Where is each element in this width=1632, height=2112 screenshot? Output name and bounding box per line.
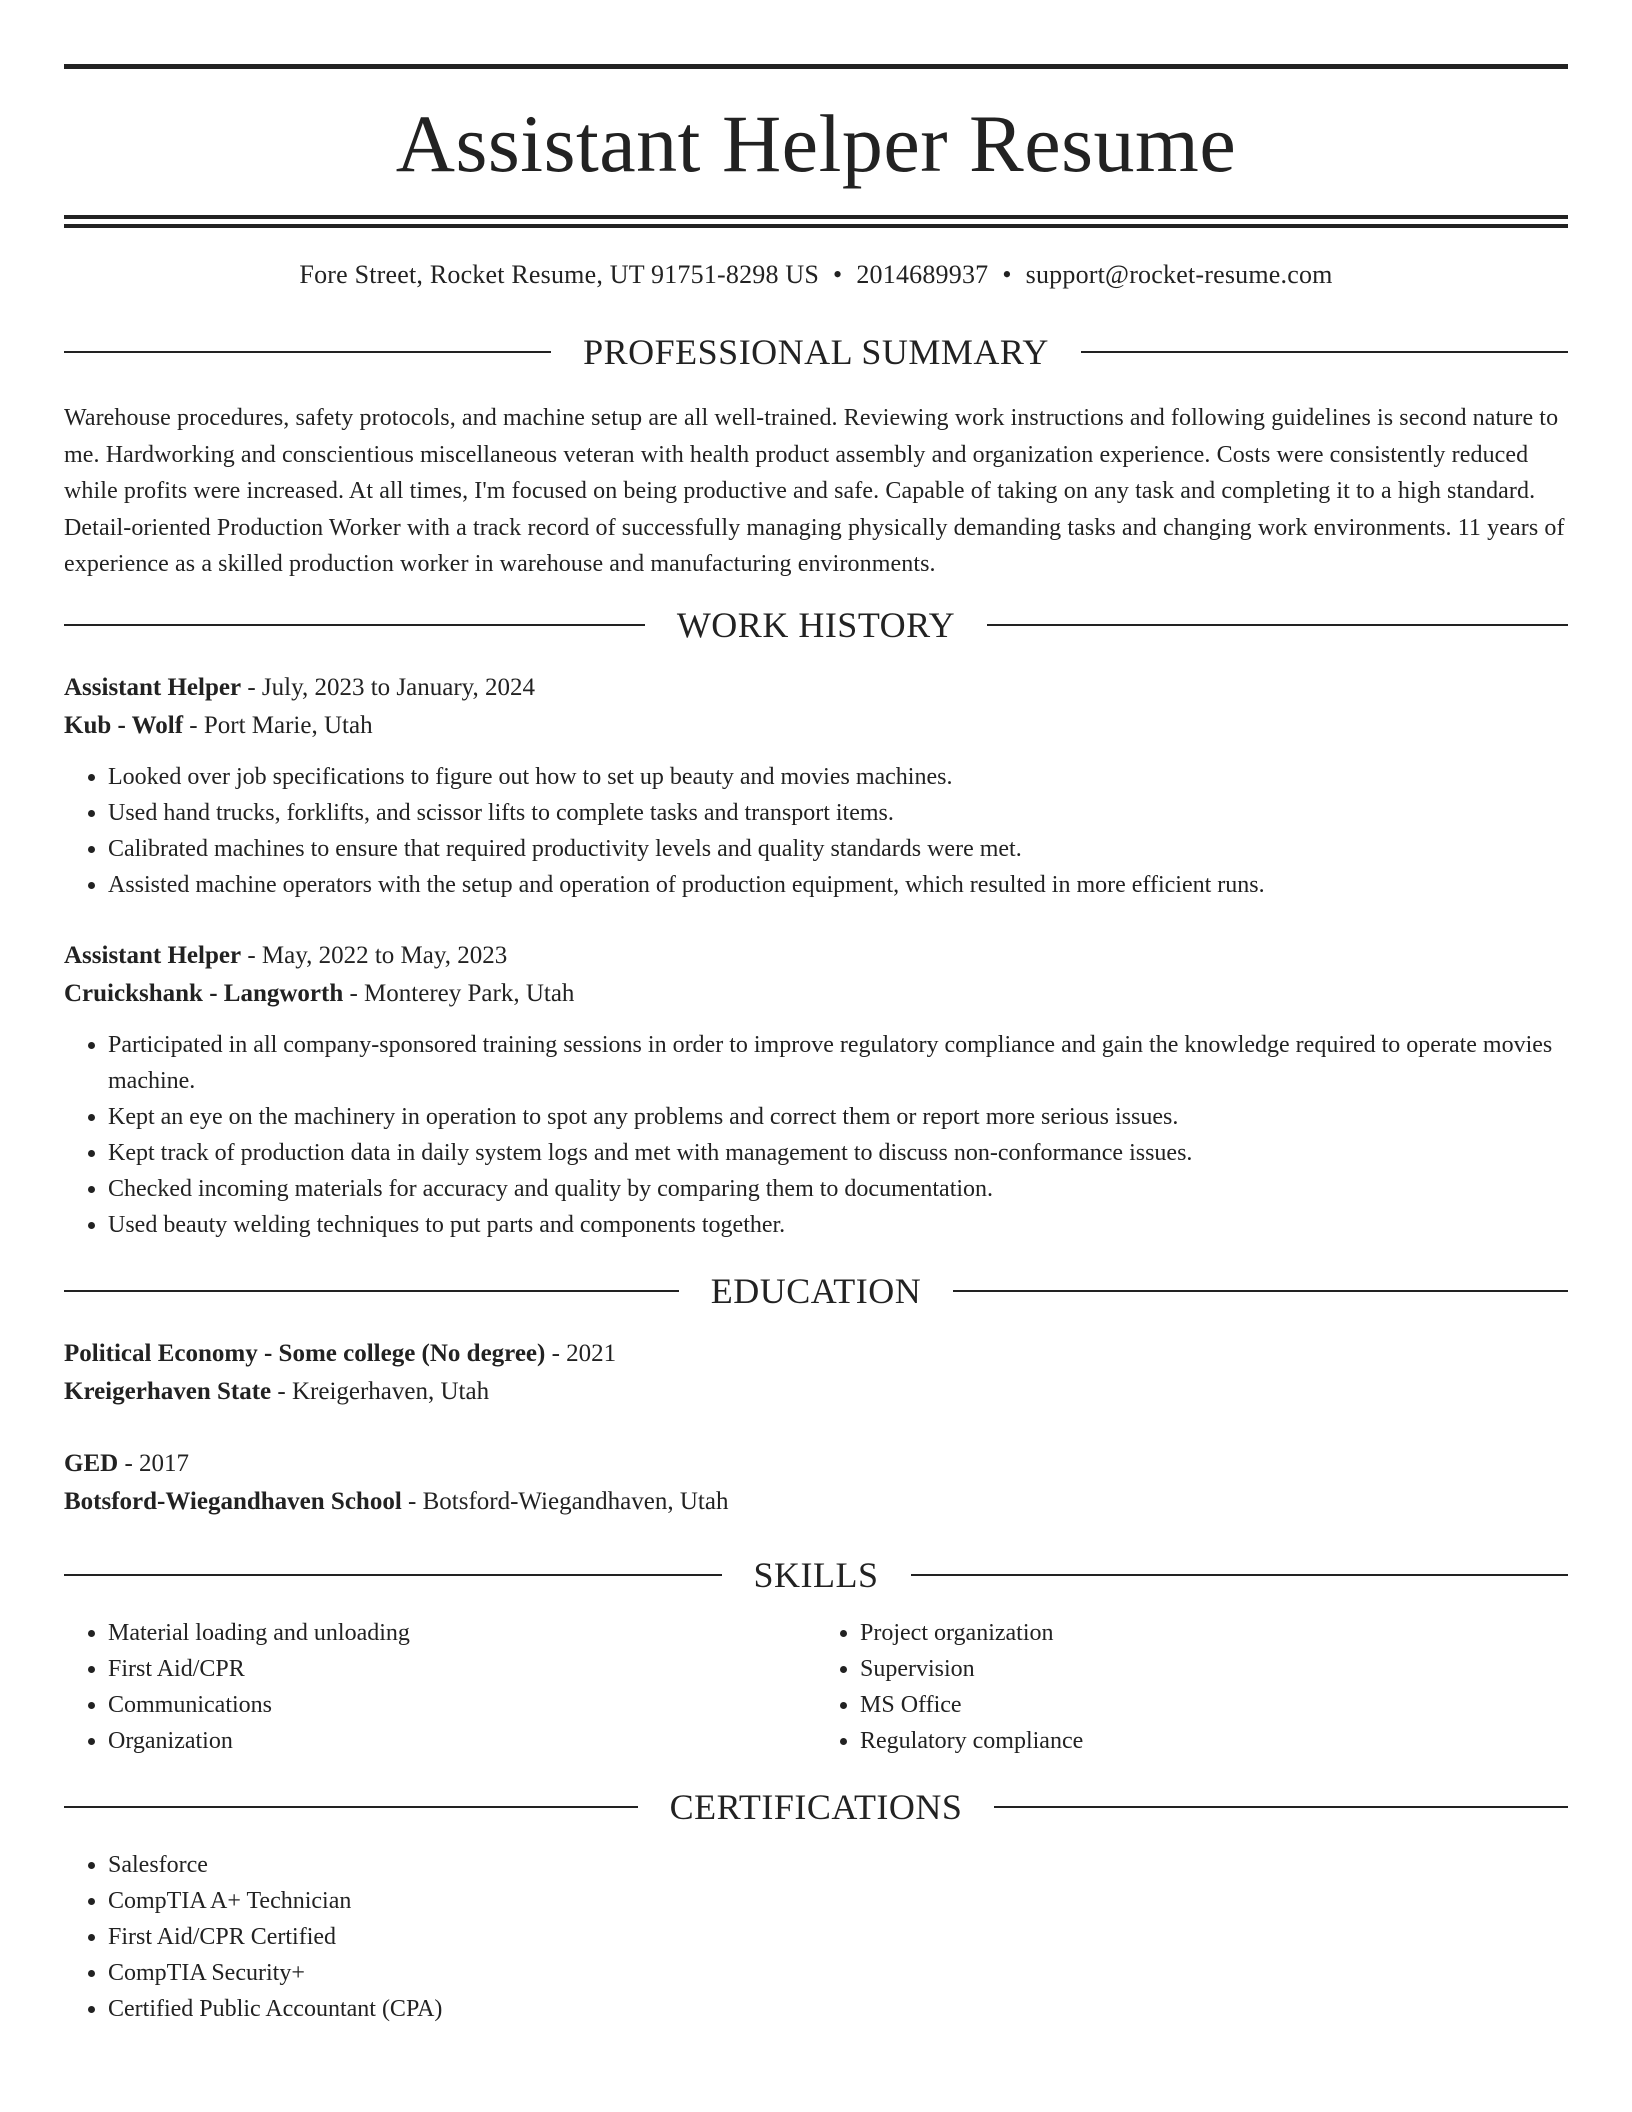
- job-bullet: • Checked incoming materials for accuracy and quality by comparing them to documentation.: [108, 1171, 1568, 1207]
- contact-phone: 2014689937: [856, 260, 989, 289]
- title-double-rule: [64, 215, 1568, 228]
- section-header-summary: [64, 334, 1568, 370]
- job-dates: - May, 2022 to May, 2023: [241, 941, 508, 969]
- skills-columns: [64, 1615, 1568, 1759]
- job-bullet: • Kept an eye on the machinery in operation to spot any problems and correct them or report more serious issues.: [108, 1099, 1568, 1135]
- job-bullet: • Participated in all company-sponsored training sessions in order to improve regulatory compliance and gain the knowledge required to operate movies machine.: [108, 1027, 1568, 1099]
- section-header-certifications: [64, 1786, 1568, 1827]
- job-bullet: • Used beauty welding techniques to put parts and components together.: [108, 1207, 1568, 1243]
- education-location: - Botsford-Wiegandhaven, Utah: [401, 1487, 729, 1515]
- education-year: - 2017: [118, 1449, 190, 1477]
- section-title-certifications: CERTIFICATIONS: [669, 1786, 963, 1827]
- top-rule: [64, 64, 1568, 69]
- contact-separator: •: [833, 260, 843, 289]
- certification-item: • Salesforce: [108, 1847, 1568, 1883]
- job-company-line: [64, 975, 1568, 1013]
- section-rule: [64, 1290, 679, 1292]
- section-rule: [994, 1806, 1568, 1808]
- job-bullet: • Looked over job specifications to figure out how to set up beauty and movies machines.: [108, 759, 1568, 795]
- skills-list-right: [816, 1615, 1568, 1759]
- education-year: - 2021: [545, 1339, 617, 1367]
- section-title-summary: PROFESSIONAL SUMMARY: [583, 332, 1049, 372]
- skill-item: • Material loading and unloading: [108, 1615, 816, 1651]
- job-entry: [64, 937, 1568, 1243]
- job-dates: - July, 2023 to January, 2024: [241, 673, 536, 701]
- education-location: - Kreigerhaven, Utah: [271, 1377, 490, 1405]
- job-location: - Monterey Park, Utah: [343, 979, 575, 1007]
- contact-address: Fore Street, Rocket Resume, UT 91751-8298 US: [299, 260, 820, 289]
- section-rule: [64, 351, 551, 353]
- summary-text: Warehouse procedures, safety protocols, and machine setup are all well-trained. Reviewing work instructions and following guidelines is second nature to me. Hardworking and conscientious miscellaneous veteran with health product assembly and organization experience. Costs were consistently reduced while profits were increased. At all times, I'm focused on being productive and safe. Capable of taking on any task and completing it to a high standard. Detail-oriented Production Worker with a track record of successfully managing physically demanding tasks and changing work environments. 11 years of experience as a skilled production worker in warehouse and manufacturing environments.: [64, 405, 1565, 577]
- education-school-line: [64, 1373, 1568, 1411]
- education-degree-line: [64, 1335, 1568, 1373]
- skill-item: • MS Office: [860, 1687, 1568, 1723]
- contact-separator: •: [1002, 260, 1012, 289]
- education-school-line: [64, 1483, 1568, 1521]
- skill-item: • Supervision: [860, 1651, 1568, 1687]
- section-title-education: EDUCATION: [710, 1270, 922, 1311]
- certification-item: • First Aid/CPR Certified: [108, 1919, 1568, 1955]
- job-location: - Port Marie, Utah: [183, 711, 373, 739]
- section-rule: [64, 624, 645, 626]
- job-bullet: • Used hand trucks, forklifts, and scissor lifts to complete tasks and transport items.: [108, 795, 1568, 831]
- education-entry: [64, 1335, 1568, 1411]
- job-bullets: [64, 1027, 1568, 1243]
- skill-item: • Project organization: [860, 1615, 1568, 1651]
- certification-item: • CompTIA Security+: [108, 1955, 1568, 1991]
- skill-item: • First Aid/CPR: [108, 1651, 816, 1687]
- job-bullet: • Assisted machine operators with the setup and operation of production equipment, which resulted in more efficient runs.: [108, 867, 1568, 903]
- section-rule: [1081, 351, 1568, 353]
- education-degree: Political Economy - Some college (No degree): [64, 1339, 546, 1367]
- resume-title: Assistant Helper Resume: [395, 98, 1237, 189]
- section-title-skills: SKILLS: [753, 1554, 879, 1595]
- education-school: Kreigerhaven State: [64, 1377, 272, 1405]
- skill-item: • Organization: [108, 1723, 816, 1759]
- education-school: Botsford-Wiegandhaven School: [64, 1487, 402, 1515]
- certifications-block: [64, 1847, 1568, 2027]
- section-rule: [953, 1290, 1568, 1292]
- contact-line: [64, 260, 1568, 290]
- work-history-list: [64, 669, 1568, 1243]
- section-rule: [911, 1574, 1569, 1576]
- section-rule: [64, 1574, 722, 1576]
- job-title: Assistant Helper: [64, 673, 242, 701]
- skill-item: • Communications: [108, 1687, 816, 1723]
- section-header-work: [64, 604, 1568, 645]
- certifications-list: [64, 1847, 1568, 2027]
- job-company: Cruickshank - Langworth: [64, 979, 344, 1007]
- section-rule: [987, 624, 1568, 626]
- job-entry: [64, 669, 1568, 903]
- section-title-work: WORK HISTORY: [676, 604, 956, 645]
- education-degree: GED: [64, 1449, 119, 1477]
- job-title: Assistant Helper: [64, 941, 242, 969]
- contact-email: support@rocket-resume.com: [1025, 260, 1333, 289]
- job-company-line: [64, 707, 1568, 745]
- certification-item: • CompTIA A+ Technician: [108, 1883, 1568, 1919]
- education-entry: [64, 1445, 1568, 1521]
- job-title-line: [64, 669, 1568, 707]
- job-title-line: [64, 937, 1568, 975]
- job-company: Kub - Wolf: [64, 711, 184, 739]
- section-rule: [64, 1806, 638, 1808]
- section-header-education: [64, 1270, 1568, 1311]
- job-bullet: • Calibrated machines to ensure that required productivity levels and quality standards were met.: [108, 831, 1568, 867]
- section-header-skills: [64, 1554, 1568, 1595]
- skills-list-left: [64, 1615, 816, 1759]
- education-degree-line: [64, 1445, 1568, 1483]
- skill-item: • Regulatory compliance: [860, 1723, 1568, 1759]
- job-bullets: [64, 759, 1568, 903]
- job-bullet: • Kept track of production data in daily system logs and met with management to discuss non-conformance issues.: [108, 1135, 1568, 1171]
- certification-item: • Certified Public Accountant (CPA): [108, 1991, 1568, 2027]
